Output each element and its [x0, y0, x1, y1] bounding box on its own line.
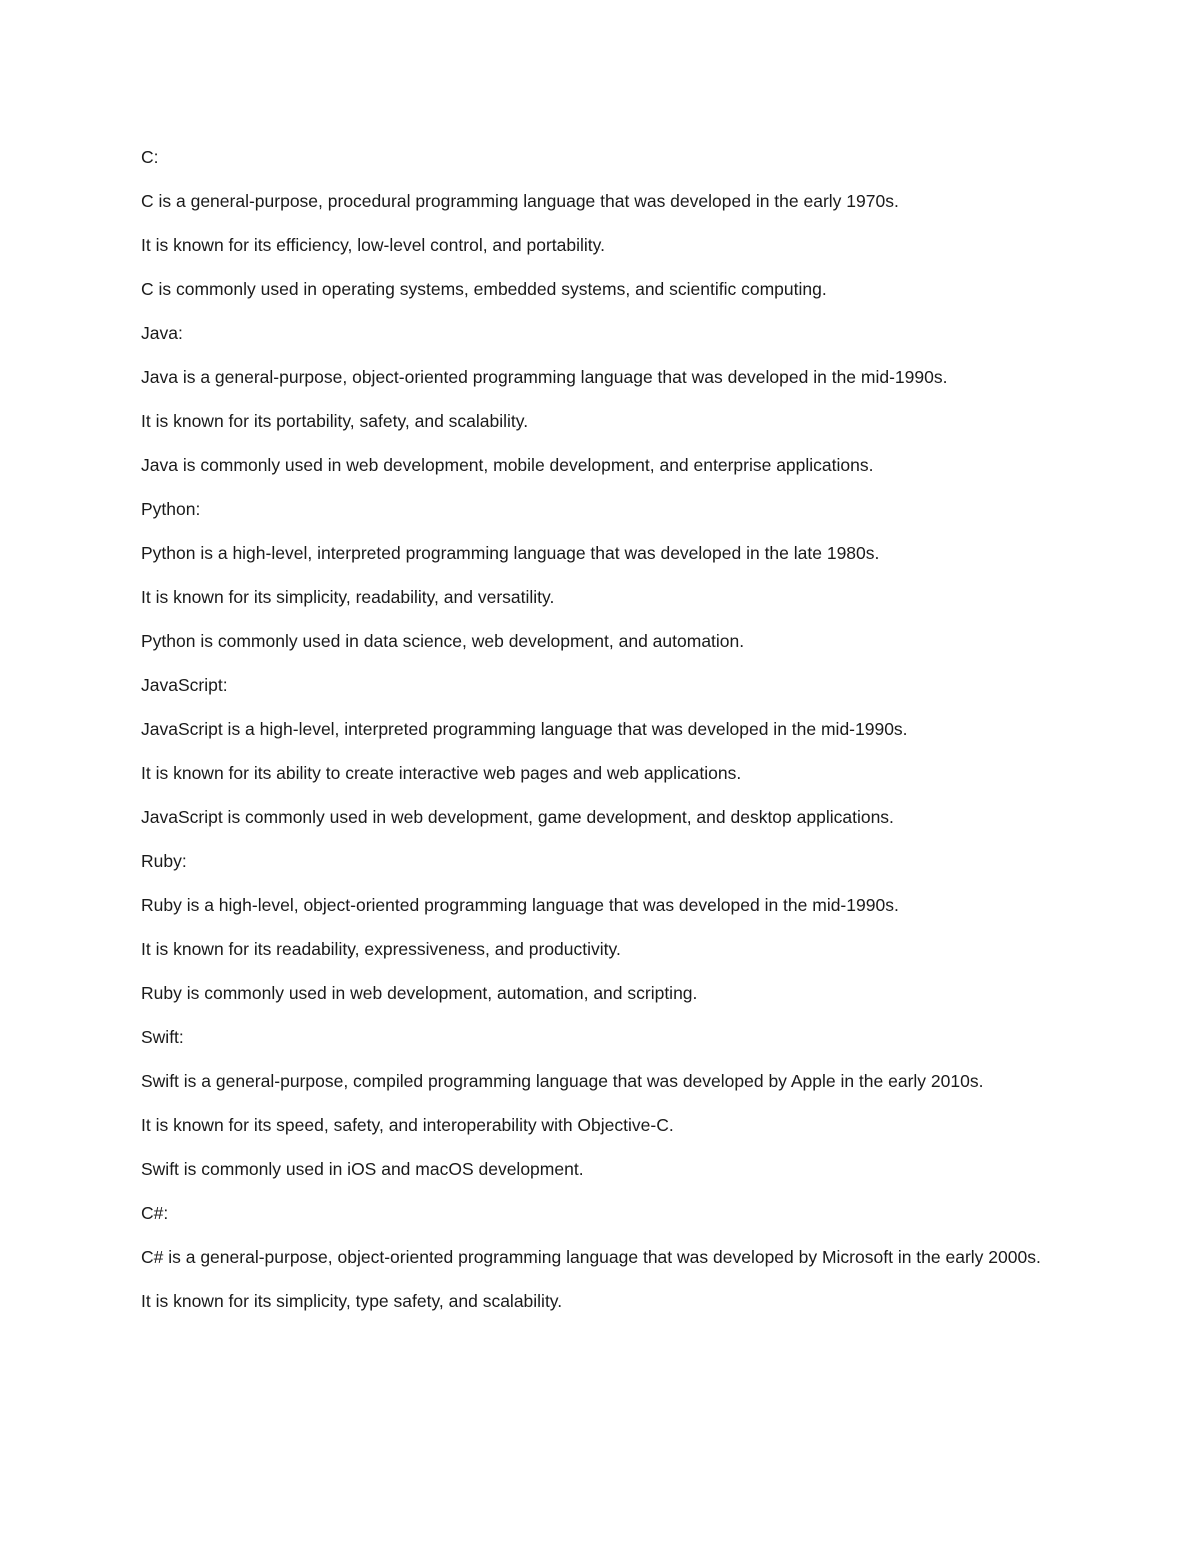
section-heading-java: Java:: [141, 323, 183, 343]
paragraph: JavaScript is a high-level, interpreted programming language that was developed in the mid-1990s.: [141, 719, 908, 739]
paragraph: Swift is commonly used in iOS and macOS development.: [141, 1159, 584, 1179]
paragraph: It is known for its portability, safety, and scalability.: [141, 411, 529, 431]
paragraph: C is commonly used in operating systems, embedded systems, and scientific computing.: [141, 279, 827, 299]
paragraph: It is known for its ability to create interactive web pages and web applications.: [141, 763, 742, 783]
paragraph: C is a general-purpose, procedural programming language that was developed in the early 1970s.: [141, 191, 899, 211]
paragraph: Java is commonly used in web development, mobile development, and enterprise applications.: [141, 455, 874, 475]
section-heading-c: C:: [141, 147, 159, 167]
section-heading-swift: Swift:: [141, 1027, 184, 1047]
paragraph: Swift is a general-purpose, compiled programming language that was developed by Apple in the early 2010s.: [141, 1071, 984, 1091]
section-heading-ruby: Ruby:: [141, 851, 187, 871]
section-heading-csharp: C#:: [141, 1203, 169, 1223]
section-heading-javascript: JavaScript:: [141, 675, 228, 695]
paragraph: Ruby is a high-level, object-oriented programming language that was developed in the mid-1990s.: [141, 895, 899, 915]
section-heading-python: Python:: [141, 499, 201, 519]
paragraph: It is known for its simplicity, readability, and versatility.: [141, 587, 555, 607]
paragraph: Python is a high-level, interpreted programming language that was developed in the late 1980s.: [141, 543, 880, 563]
paragraph: It is known for its speed, safety, and interoperability with Objective-C.: [141, 1115, 674, 1135]
paragraph: Python is commonly used in data science, web development, and automation.: [141, 631, 745, 651]
paragraph: It is known for its efficiency, low-level control, and portability.: [141, 235, 605, 255]
paragraph: Ruby is commonly used in web development, automation, and scripting.: [141, 983, 698, 1003]
paragraph: JavaScript is commonly used in web development, game development, and desktop applications.: [141, 807, 894, 827]
paragraph: Java is a general-purpose, object-oriented programming language that was developed in the mid-1990s.: [141, 367, 948, 387]
document-body: [141, 143, 1061, 1331]
paragraph: It is known for its simplicity, type safety, and scalability.: [141, 1291, 563, 1311]
paragraph: It is known for its readability, expressiveness, and productivity.: [141, 939, 621, 959]
paragraph: C# is a general-purpose, object-oriented programming language that was developed by Microsoft in the early 2000s.: [141, 1247, 1041, 1267]
